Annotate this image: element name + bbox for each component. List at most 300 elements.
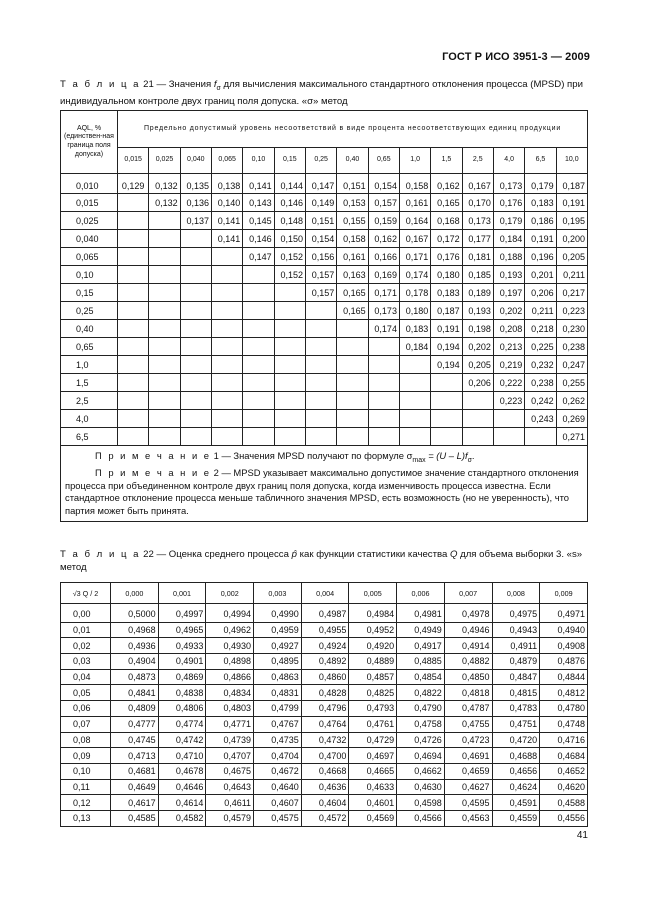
column-header: 0,10 bbox=[243, 147, 274, 173]
table-cell bbox=[211, 374, 242, 392]
table-cell: 0,4652 bbox=[540, 763, 588, 779]
table-cell: 0,153 bbox=[337, 194, 368, 212]
table-cell: 0,4735 bbox=[254, 732, 302, 748]
table-cell bbox=[118, 194, 149, 212]
table-cell: 0,4726 bbox=[397, 732, 445, 748]
row-label: 0,040 bbox=[61, 230, 118, 248]
table-cell bbox=[243, 266, 274, 284]
document-header: ГОСТ Р ИСО 3951-3 — 2009 bbox=[442, 51, 590, 63]
table-cell bbox=[368, 374, 399, 392]
table-cell bbox=[431, 374, 462, 392]
table-cell bbox=[149, 374, 180, 392]
table-cell: 0,4920 bbox=[349, 638, 397, 654]
table-cell: 0,4582 bbox=[158, 810, 206, 826]
note-1-label: П р и м е ч а н и е bbox=[95, 450, 212, 461]
table-cell bbox=[274, 392, 305, 410]
table-cell: 0,4681 bbox=[111, 763, 159, 779]
column-header: 0,009 bbox=[540, 583, 588, 604]
table-cell: 0,193 bbox=[462, 302, 493, 320]
column-header: 0,003 bbox=[254, 583, 302, 604]
table-cell bbox=[211, 356, 242, 374]
table-cell: 0,4904 bbox=[111, 654, 159, 670]
table-cell bbox=[149, 356, 180, 374]
table-cell bbox=[305, 374, 336, 392]
table-cell bbox=[211, 302, 242, 320]
table-cell bbox=[180, 428, 211, 446]
table-cell bbox=[118, 284, 149, 302]
table-cell bbox=[399, 356, 430, 374]
table-cell: 0,4869 bbox=[158, 669, 206, 685]
table-row bbox=[61, 748, 588, 764]
table-cell: 0,4959 bbox=[254, 622, 302, 638]
table-cell: 0,4751 bbox=[492, 716, 540, 732]
table-cell: 0,4812 bbox=[540, 685, 588, 701]
table-22-caption bbox=[60, 548, 590, 574]
table-cell: 0,144 bbox=[274, 174, 305, 194]
table-cell bbox=[274, 356, 305, 374]
row-label: 0,025 bbox=[61, 212, 118, 230]
table-cell: 0,4790 bbox=[397, 701, 445, 717]
table-cell: 0,151 bbox=[305, 212, 336, 230]
table-cell: 0,163 bbox=[337, 266, 368, 284]
table-cell: 0,186 bbox=[525, 212, 556, 230]
table-row bbox=[61, 701, 588, 717]
table-cell bbox=[305, 356, 336, 374]
table-cell: 0,4854 bbox=[397, 669, 445, 685]
table-cell bbox=[274, 284, 305, 302]
table-cell: 0,4604 bbox=[301, 795, 349, 811]
row-label: 0,65 bbox=[61, 338, 118, 356]
table-cell bbox=[180, 374, 211, 392]
table-cell bbox=[149, 266, 180, 284]
caption-text: 22 — Оценка среднего процесса bbox=[140, 549, 292, 560]
column-header: 0,65 bbox=[368, 147, 399, 173]
table-cell: 0,136 bbox=[180, 194, 211, 212]
table-cell bbox=[305, 428, 336, 446]
table-cell bbox=[118, 374, 149, 392]
table-cell: 0,157 bbox=[305, 266, 336, 284]
table-cell bbox=[180, 338, 211, 356]
table-cell: 0,4809 bbox=[111, 701, 159, 717]
table-cell: 0,205 bbox=[556, 248, 587, 266]
column-header: 0,065 bbox=[211, 147, 242, 173]
table-row bbox=[61, 428, 588, 446]
table-cell: 0,161 bbox=[337, 248, 368, 266]
table-cell: 0,4844 bbox=[540, 669, 588, 685]
table-cell: 0,4713 bbox=[111, 748, 159, 764]
table-cell: 0,4975 bbox=[492, 604, 540, 623]
table-cell: 0,4617 bbox=[111, 795, 159, 811]
column-header: 0,015 bbox=[118, 147, 149, 173]
table-cell: 0,4787 bbox=[444, 701, 492, 717]
table-cell bbox=[149, 212, 180, 230]
table-cell bbox=[305, 392, 336, 410]
table-cell: 0,172 bbox=[431, 230, 462, 248]
table-cell: 0,4876 bbox=[540, 654, 588, 670]
table-cell: 0,4764 bbox=[301, 716, 349, 732]
table-cell bbox=[274, 428, 305, 446]
table-22-body bbox=[61, 604, 588, 827]
table-cell bbox=[149, 230, 180, 248]
table-cell: 0,4857 bbox=[349, 669, 397, 685]
table-cell: 0,4806 bbox=[158, 701, 206, 717]
table-cell: 0,4704 bbox=[254, 748, 302, 764]
table-cell: 0,4707 bbox=[206, 748, 254, 764]
table-row bbox=[61, 779, 588, 795]
table-cell: 0,143 bbox=[243, 194, 274, 212]
table-cell: 0,183 bbox=[399, 320, 430, 338]
note-2-label: П р и м е ч а н и е bbox=[95, 467, 212, 479]
table-cell: 0,4601 bbox=[349, 795, 397, 811]
column-header: 10,0 bbox=[556, 147, 587, 173]
table-cell: 0,269 bbox=[556, 410, 587, 428]
table-cell: 0,178 bbox=[399, 284, 430, 302]
table-cell: 0,154 bbox=[368, 174, 399, 194]
table-cell: 0,148 bbox=[274, 212, 305, 230]
table-cell: 0,4710 bbox=[158, 748, 206, 764]
table-cell: 0,4841 bbox=[111, 685, 159, 701]
table-row bbox=[61, 320, 588, 338]
table-cell: 0,4559 bbox=[492, 810, 540, 826]
table-cell: 0,4952 bbox=[349, 622, 397, 638]
table-cell: 0,141 bbox=[211, 230, 242, 248]
table-cell: 0,180 bbox=[431, 266, 462, 284]
table-cell bbox=[180, 266, 211, 284]
row-label: 0,11 bbox=[61, 779, 111, 795]
table-cell bbox=[180, 302, 211, 320]
table-cell: 0,4588 bbox=[540, 795, 588, 811]
table-cell: 0,4831 bbox=[254, 685, 302, 701]
column-header: 0,025 bbox=[149, 147, 180, 173]
column-header: 0,25 bbox=[305, 147, 336, 173]
caption-subscript: σ bbox=[216, 84, 221, 92]
table-cell: 0,177 bbox=[462, 230, 493, 248]
row-label: 0,065 bbox=[61, 248, 118, 266]
row-label: 0,05 bbox=[61, 685, 111, 701]
table-cell: 0,4633 bbox=[349, 779, 397, 795]
table-cell: 0,219 bbox=[493, 356, 524, 374]
table-cell: 0,183 bbox=[525, 194, 556, 212]
table-cell: 0,4723 bbox=[444, 732, 492, 748]
column-headers bbox=[61, 583, 588, 604]
column-header: 0,40 bbox=[337, 147, 368, 173]
table-cell bbox=[337, 428, 368, 446]
table-row bbox=[61, 230, 588, 248]
column-headers bbox=[61, 147, 588, 173]
table-cell: 0,176 bbox=[493, 194, 524, 212]
row-label: 2,5 bbox=[61, 392, 118, 410]
q-header: √3 Q / 2 bbox=[61, 583, 111, 604]
table-cell bbox=[149, 338, 180, 356]
table-cell: 0,205 bbox=[462, 356, 493, 374]
table-row bbox=[61, 266, 588, 284]
table-cell: 0,179 bbox=[493, 212, 524, 230]
table-row bbox=[61, 174, 588, 194]
column-header: 2,5 bbox=[462, 147, 493, 173]
table-cell bbox=[118, 230, 149, 248]
table-cell: 0,4955 bbox=[301, 622, 349, 638]
table-cell bbox=[211, 392, 242, 410]
table-cell: 0,4850 bbox=[444, 669, 492, 685]
table-cell: 0,165 bbox=[337, 302, 368, 320]
table-cell: 0,164 bbox=[399, 212, 430, 230]
table-row bbox=[61, 685, 588, 701]
column-header: 6,5 bbox=[525, 147, 556, 173]
table-cell bbox=[337, 410, 368, 428]
table-cell: 0,146 bbox=[243, 230, 274, 248]
table-cell bbox=[243, 320, 274, 338]
caption-rest: для вычисления максимального стандартного отклонения процесса (MPSD) при индивидуальном контроле двух границ поля допуска. «σ» метод bbox=[60, 79, 583, 107]
table-cell: 0,4930 bbox=[206, 638, 254, 654]
column-header: 1,0 bbox=[399, 147, 430, 173]
table-cell: 0,140 bbox=[211, 194, 242, 212]
table-cell bbox=[243, 392, 274, 410]
table-cell: 0,161 bbox=[399, 194, 430, 212]
table-cell: 0,4556 bbox=[540, 810, 588, 826]
table-cell: 0,4771 bbox=[206, 716, 254, 732]
table-cell bbox=[399, 428, 430, 446]
table-cell: 0,166 bbox=[368, 248, 399, 266]
table-cell bbox=[525, 428, 556, 446]
note-2 bbox=[65, 467, 581, 517]
table-cell: 0,159 bbox=[368, 212, 399, 230]
table-cell: 0,4962 bbox=[206, 622, 254, 638]
table-cell: 0,129 bbox=[118, 174, 149, 194]
table-cell bbox=[118, 410, 149, 428]
table-cell bbox=[243, 374, 274, 392]
table-cell bbox=[337, 338, 368, 356]
table-cell: 0,4866 bbox=[206, 669, 254, 685]
table-cell: 0,4739 bbox=[206, 732, 254, 748]
table-cell: 0,4767 bbox=[254, 716, 302, 732]
table-21-caption bbox=[60, 78, 590, 108]
table-cell: 0,162 bbox=[368, 230, 399, 248]
table-cell: 0,225 bbox=[525, 338, 556, 356]
table-cell: 0,4981 bbox=[397, 604, 445, 623]
table-cell: 0,138 bbox=[211, 174, 242, 194]
table-cell: 0,132 bbox=[149, 194, 180, 212]
table-cell: 0,4684 bbox=[540, 748, 588, 764]
table-cell: 0,4847 bbox=[492, 669, 540, 685]
table-cell: 0,4748 bbox=[540, 716, 588, 732]
table-cell: 0,4818 bbox=[444, 685, 492, 701]
table-cell: 0,4799 bbox=[254, 701, 302, 717]
table-cell bbox=[180, 356, 211, 374]
table-row bbox=[61, 212, 588, 230]
table-row bbox=[61, 302, 588, 320]
table-cell: 0,167 bbox=[462, 174, 493, 194]
note-1-subscript: max bbox=[412, 456, 426, 464]
table-cell: 0,147 bbox=[305, 174, 336, 194]
column-header: 0,006 bbox=[397, 583, 445, 604]
table-cell: 0,4649 bbox=[111, 779, 159, 795]
table-cell bbox=[180, 230, 211, 248]
table-cell: 0,4914 bbox=[444, 638, 492, 654]
table-cell: 0,4965 bbox=[158, 622, 206, 638]
table-cell bbox=[243, 356, 274, 374]
row-label: 0,13 bbox=[61, 810, 111, 826]
table-cell: 0,208 bbox=[493, 320, 524, 338]
table-cell: 0,4591 bbox=[492, 795, 540, 811]
row-label: 0,25 bbox=[61, 302, 118, 320]
table-cell bbox=[368, 428, 399, 446]
table-cell bbox=[149, 302, 180, 320]
table-cell: 0,201 bbox=[525, 266, 556, 284]
table-cell bbox=[399, 374, 430, 392]
table-cell bbox=[337, 374, 368, 392]
table-cell: 0,4803 bbox=[206, 701, 254, 717]
table-cell bbox=[305, 338, 336, 356]
table-cell: 0,4569 bbox=[349, 810, 397, 826]
table-cell: 0,4971 bbox=[540, 604, 588, 623]
row-label: 0,02 bbox=[61, 638, 111, 654]
table-cell: 0,4636 bbox=[301, 779, 349, 795]
table-cell: 0,4729 bbox=[349, 732, 397, 748]
table-cell: 0,4700 bbox=[301, 748, 349, 764]
table-cell: 0,4822 bbox=[397, 685, 445, 701]
column-header: 0,000 bbox=[111, 583, 159, 604]
table-cell: 0,162 bbox=[431, 174, 462, 194]
note-1 bbox=[65, 450, 581, 467]
table-cell: 0,4927 bbox=[254, 638, 302, 654]
table-cell: 0,174 bbox=[399, 266, 430, 284]
table-cell bbox=[431, 428, 462, 446]
table-cell: 0,4697 bbox=[349, 748, 397, 764]
table-cell: 0,4598 bbox=[397, 795, 445, 811]
table-cell bbox=[149, 320, 180, 338]
note-2-text: 2 — MPSD указывает максимально допустимое значение стандартного отклонения процесса при объединенном контроле двух границ поля допуска, когда изменчивость процесса известна. Если стандартное отклонение процесса меньше табличного значения MPSD, есть возможность (но не уверенность), что партия может быть принята. bbox=[65, 467, 579, 516]
table-cell: 0,4774 bbox=[158, 716, 206, 732]
note-1-formula: = (U – L)f bbox=[425, 450, 468, 461]
table-cell: 0,4758 bbox=[397, 716, 445, 732]
table-cell: 0,193 bbox=[493, 266, 524, 284]
caption-symbol: f bbox=[213, 79, 217, 90]
table-cell: 0,4879 bbox=[492, 654, 540, 670]
table-cell: 0,157 bbox=[368, 194, 399, 212]
table-21 bbox=[60, 110, 588, 522]
table-cell: 0,167 bbox=[399, 230, 430, 248]
column-header: 1,5 bbox=[431, 147, 462, 173]
table-cell: 0,238 bbox=[556, 338, 587, 356]
table-cell: 0,4943 bbox=[492, 622, 540, 638]
table-cell: 0,132 bbox=[149, 174, 180, 194]
table-cell bbox=[431, 410, 462, 428]
row-label: 0,010 bbox=[61, 174, 118, 194]
table-cell: 0,255 bbox=[556, 374, 587, 392]
table-cell: 0,187 bbox=[431, 302, 462, 320]
table-row bbox=[61, 654, 588, 670]
table-row bbox=[61, 763, 588, 779]
table-cell: 0,4732 bbox=[301, 732, 349, 748]
table-cell bbox=[243, 284, 274, 302]
table-row bbox=[61, 374, 588, 392]
table-cell: 0,4898 bbox=[206, 654, 254, 670]
table-cell bbox=[211, 320, 242, 338]
table-21-body bbox=[61, 174, 588, 446]
table-cell bbox=[243, 302, 274, 320]
table-cell: 0,238 bbox=[525, 374, 556, 392]
table-cell bbox=[274, 302, 305, 320]
row-label: 0,09 bbox=[61, 748, 111, 764]
table-cell bbox=[431, 392, 462, 410]
table-cell: 0,4668 bbox=[301, 763, 349, 779]
table-row bbox=[61, 810, 588, 826]
table-cell: 0,191 bbox=[525, 230, 556, 248]
column-header: 0,002 bbox=[206, 583, 254, 604]
table-cell: 0,171 bbox=[399, 248, 430, 266]
table-cell: 0,150 bbox=[274, 230, 305, 248]
table-cell: 0,206 bbox=[462, 374, 493, 392]
table-cell bbox=[180, 392, 211, 410]
table-cell: 0,4659 bbox=[444, 763, 492, 779]
table-cell: 0,145 bbox=[243, 212, 274, 230]
row-label: 0,07 bbox=[61, 716, 111, 732]
table-cell: 0,169 bbox=[368, 266, 399, 284]
table-cell: 0,218 bbox=[525, 320, 556, 338]
table-cell bbox=[399, 392, 430, 410]
table-cell: 0,173 bbox=[368, 302, 399, 320]
table-cell: 0,4595 bbox=[444, 795, 492, 811]
table-row bbox=[61, 194, 588, 212]
table-cell: 0,4892 bbox=[301, 654, 349, 670]
table-cell: 0,5000 bbox=[111, 604, 159, 623]
row-label: 1,5 bbox=[61, 374, 118, 392]
table-cell bbox=[211, 284, 242, 302]
table-cell bbox=[368, 338, 399, 356]
table-cell: 0,4936 bbox=[111, 638, 159, 654]
table-cell bbox=[274, 320, 305, 338]
table-cell bbox=[211, 338, 242, 356]
table-cell bbox=[337, 356, 368, 374]
note-1-formula-subscript: σ bbox=[467, 456, 472, 464]
table-cell: 0,195 bbox=[556, 212, 587, 230]
note-1-end: . bbox=[471, 450, 475, 461]
table-cell bbox=[243, 410, 274, 428]
caption-rest: как функции статистики качества bbox=[296, 549, 450, 560]
table-cell bbox=[305, 302, 336, 320]
table-cell: 0,217 bbox=[556, 284, 587, 302]
table-cell: 0,4901 bbox=[158, 654, 206, 670]
table-cell: 0,191 bbox=[556, 194, 587, 212]
column-header: 0,004 bbox=[301, 583, 349, 604]
table-cell bbox=[243, 338, 274, 356]
table-cell: 0,4828 bbox=[301, 685, 349, 701]
table-cell: 0,181 bbox=[462, 248, 493, 266]
table-cell bbox=[149, 410, 180, 428]
table-cell: 0,194 bbox=[431, 356, 462, 374]
table-cell bbox=[118, 266, 149, 284]
table-cell: 0,168 bbox=[431, 212, 462, 230]
table-cell: 0,4940 bbox=[540, 622, 588, 638]
table-cell: 0,187 bbox=[556, 174, 587, 194]
table-cell bbox=[243, 428, 274, 446]
table-cell bbox=[180, 320, 211, 338]
table-cell: 0,149 bbox=[305, 194, 336, 212]
table-cell bbox=[180, 284, 211, 302]
table-cell bbox=[493, 428, 524, 446]
table-cell: 0,202 bbox=[493, 302, 524, 320]
table-cell: 0,4640 bbox=[254, 779, 302, 795]
table-cell: 0,4911 bbox=[492, 638, 540, 654]
column-header: 0,001 bbox=[158, 583, 206, 604]
table-cell: 0,4672 bbox=[254, 763, 302, 779]
table-cell: 0,137 bbox=[180, 212, 211, 230]
table-cell: 0,4978 bbox=[444, 604, 492, 623]
table-cell: 0,198 bbox=[462, 320, 493, 338]
table-cell: 0,165 bbox=[337, 284, 368, 302]
table-cell: 0,4838 bbox=[158, 685, 206, 701]
table-cell: 0,4575 bbox=[254, 810, 302, 826]
